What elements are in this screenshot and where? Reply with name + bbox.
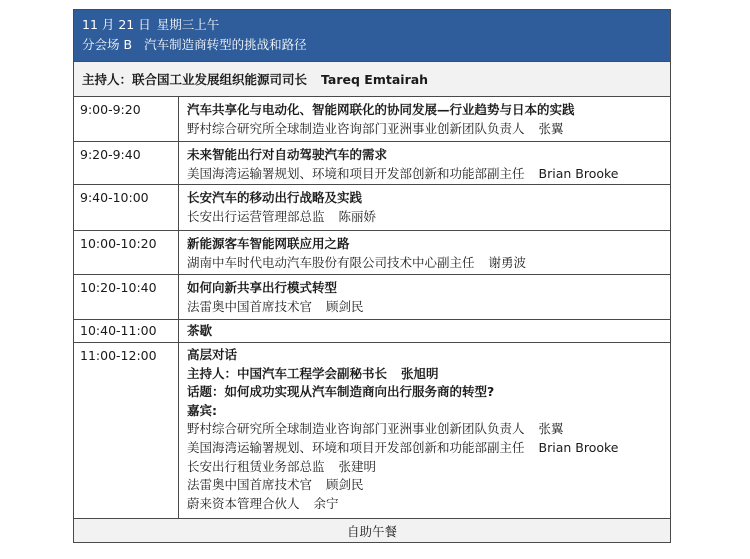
panel-guests-label: 嘉宾: bbox=[187, 402, 217, 418]
guest-name: Brian Brooke bbox=[538, 439, 619, 455]
panel-guest bbox=[187, 495, 662, 514]
row-content bbox=[179, 320, 670, 342]
agenda-row bbox=[74, 231, 670, 275]
agenda-row bbox=[74, 275, 670, 320]
guest-org: 长安出行租赁业务部总监 bbox=[187, 458, 325, 474]
speaker-org: 长安出行运营管理部总监 bbox=[187, 209, 325, 224]
guest-org: 蔚来资本管理合伙人 bbox=[187, 495, 300, 511]
guest-name: 余宁 bbox=[313, 495, 339, 511]
speaker-name: 张翼 bbox=[538, 121, 564, 136]
speaker-name: 陈丽娇 bbox=[338, 209, 377, 224]
session-header bbox=[74, 10, 670, 62]
talk-speaker bbox=[187, 297, 662, 316]
session-host bbox=[74, 62, 670, 97]
guest-name: 顾剑民 bbox=[326, 477, 364, 493]
panel-guest bbox=[187, 439, 662, 458]
panel-guest bbox=[187, 458, 662, 477]
agenda-row bbox=[74, 97, 670, 142]
talk-title: 新能源客车智能网联应用之路 bbox=[187, 236, 350, 251]
lunch-footer bbox=[74, 519, 670, 542]
host-label: 主持人：联合国工业发展组织能源司司长 bbox=[82, 72, 308, 87]
session-title: 汽车制造商转型的挑战和路径 bbox=[144, 37, 307, 52]
row-time: 9:00-9:20 bbox=[74, 97, 179, 141]
agenda-row-panel bbox=[74, 343, 670, 519]
session-date-line bbox=[82, 15, 662, 35]
agenda-table bbox=[73, 9, 671, 543]
row-content bbox=[179, 275, 670, 319]
panel-guest bbox=[187, 420, 662, 439]
row-content bbox=[179, 142, 670, 184]
speaker-org: 法雷奥中国首席技术官 bbox=[187, 299, 313, 314]
speaker-name: 谢勇波 bbox=[488, 255, 527, 270]
guest-org: 美国海湾运输署规划、环境和项目开发部创新和功能部副主任 bbox=[187, 439, 525, 455]
panel-title: 高层对话 bbox=[187, 347, 238, 362]
speaker-org: 野村综合研究所全球制造业咨询部门亚洲事业创新团队负责人 bbox=[187, 121, 525, 136]
session-title-line bbox=[82, 35, 662, 55]
panel-topic: 话题：如何成功实现从汽车制造商向出行服务商的转型? bbox=[187, 384, 495, 400]
guest-org: 野村综合研究所全球制造业咨询部门亚洲事业创新团队负责人 bbox=[187, 421, 525, 437]
lunch-label: 自助午餐 bbox=[346, 523, 397, 539]
row-content bbox=[179, 231, 670, 274]
row-time: 9:40-10:00 bbox=[74, 185, 179, 230]
talk-title: 未来智能出行对自动驾驶汽车的需求 bbox=[187, 147, 388, 162]
session-date: 11 月 21 日 bbox=[82, 17, 151, 32]
moderator-name: 张旭明 bbox=[401, 365, 439, 381]
row-time: 10:00-10:20 bbox=[74, 231, 179, 274]
session-venue: 分会场 B bbox=[82, 37, 133, 52]
speaker-org: 湖南中车时代电动汽车股份有限公司技术中心副主任 bbox=[187, 255, 475, 270]
speaker-name: 顾剑民 bbox=[326, 299, 364, 314]
talk-speaker bbox=[187, 119, 662, 138]
row-time: 9:20-9:40 bbox=[74, 142, 179, 184]
row-time: 10:20-10:40 bbox=[74, 275, 179, 319]
talk-title: 汽车共享化与电动化、智能网联化的协同发展—行业趋势与日本的实践 bbox=[187, 102, 575, 117]
agenda-row bbox=[74, 142, 670, 185]
talk-speaker bbox=[187, 253, 662, 272]
talk-title: 如何向新共享出行模式转型 bbox=[187, 280, 338, 295]
panel-moderator bbox=[187, 365, 662, 384]
talk-speaker bbox=[187, 164, 662, 183]
session-weekday: 星期三上午 bbox=[156, 17, 220, 32]
agenda-row bbox=[74, 185, 670, 231]
row-content bbox=[179, 185, 670, 230]
moderator-label: 主持人：中国汽车工程学会副秘书长 bbox=[187, 365, 388, 381]
panel-guest bbox=[187, 476, 662, 495]
guest-name: 张翼 bbox=[538, 421, 564, 437]
guest-name: 张建明 bbox=[338, 458, 377, 474]
guest-org: 法雷奥中国首席技术官 bbox=[187, 477, 313, 493]
row-content bbox=[179, 97, 670, 141]
panel-content bbox=[179, 343, 670, 518]
row-time: 11:00-12:00 bbox=[74, 343, 179, 518]
talk-speaker bbox=[187, 207, 662, 226]
talk-title: 长安汽车的移动出行战略及实践 bbox=[187, 190, 363, 205]
host-name: Tareq Emtairah bbox=[321, 71, 429, 87]
speaker-org: 美国海湾运输署规划、环境和项目开发部创新和功能部副主任 bbox=[187, 166, 525, 181]
agenda-row-break bbox=[74, 320, 670, 343]
break-title: 茶歇 bbox=[187, 323, 213, 338]
row-time: 10:40-11:00 bbox=[74, 320, 179, 342]
speaker-name: Brian Brooke bbox=[538, 166, 619, 181]
